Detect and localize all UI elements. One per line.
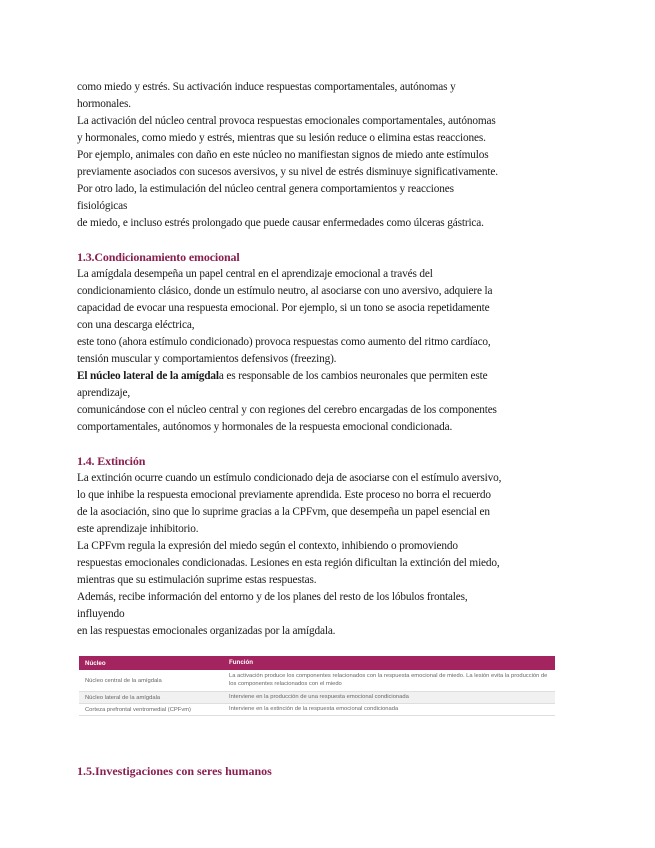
paragraph-line: Por ejemplo, animales con daño en este núcleo no manifiestan signos de miedo ante estímulos	[77, 149, 489, 161]
paragraph-line: lo que inhibe la respuesta emocional previamente aprendida. Este proceso no borra el recuerdo	[77, 489, 491, 501]
paragraph-line: de miedo, e incluso estrés prolongado que puede causar enfermedades como úlceras gástrica.	[77, 217, 484, 229]
paragraph-line: en las respuestas emocionales organizadas por la amígdala.	[77, 625, 336, 637]
paragraph-line: capacidad de evocar una respuesta emocional. Por ejemplo, si un tono se asocia repetidamente	[77, 302, 490, 314]
table-header	[79, 656, 555, 670]
section-title-investigaciones: 1.5.Investigaciones con seres humanos	[77, 763, 272, 778]
paragraph-line: comportamentales, autónomos y hormonales de la respuesta emocional condicionada.	[77, 421, 453, 433]
paragraph-line: comunicándose con el núcleo central y con regiones del cerebro encargadas de los componentes	[77, 404, 497, 416]
bold-term: El núcleo lateral de la amígdal	[77, 370, 219, 382]
cell-nucleo: Corteza prefrontal ventromedial (CPFvm)	[85, 706, 191, 713]
paragraph-line: aprendizaje,	[77, 387, 131, 399]
paragraph-line: previamente asociados con sucesos aversivos, y su nivel de estrés disminuye significativamente.	[77, 166, 498, 178]
nucleus-function-table	[79, 656, 555, 716]
paragraph-line: La amígdala desempeña un papel central en el aprendizaje emocional a través del	[77, 268, 433, 280]
bold-continuation: a es responsable de los cambios neuronales que permiten este	[218, 370, 488, 382]
header-nucleo: Núcleo	[85, 659, 106, 667]
cell-nucleo: Núcleo lateral de la amígdala	[85, 694, 161, 701]
paragraph-line: como miedo y estrés. Su activación induce respuestas comportamentales, autónomas y	[77, 81, 456, 93]
paragraph-line: Por otro lado, la estimulación del núcleo central genera comportamientos y reacciones	[77, 183, 454, 195]
paragraph-line: de la asociación, sino que lo suprime gracias a la CPFvm, que desempeña un papel esencial en	[77, 506, 490, 518]
section-title-extincion: 1.4. Extinción	[77, 454, 146, 468]
section-title-condicionamiento: 1.3.Condicionamiento emocional	[77, 250, 240, 264]
header-funcion: Función	[229, 659, 254, 667]
paragraph-line: fisiológicas	[77, 200, 128, 212]
paragraph-line: con una descarga eléctrica,	[77, 319, 195, 331]
paragraph-line: tensión muscular y comportamientos defensivos (freezing).	[77, 353, 337, 365]
cell-nucleo: Núcleo central de la amígdala	[85, 677, 162, 684]
paragraph-line: La extinción ocurre cuando un estímulo condicionado deja de asociarse con el estímulo aversivo,	[77, 472, 502, 484]
paragraph-line: mientras que su estimulación suprime estas respuestas.	[77, 574, 317, 586]
paragraph-line: condicionamiento clásico, donde un estímulo neutro, al asociarse con uno aversivo, adquiere la	[77, 285, 493, 297]
paragraph-line: y hormonales, como miedo y estrés, mientras que su lesión reduce o elimina estas reacciones.	[77, 132, 486, 144]
paragraph-line: hormonales.	[77, 98, 131, 110]
cell-funcion: La activación produce los componentes relacionados con la respuesta emocional de miedo. La lesión evita la producción de los componentes relacionados con el miedo	[229, 673, 548, 687]
table-row	[79, 692, 555, 704]
table-row	[79, 670, 555, 692]
paragraph-line: este tono (ahora estímulo condicionado) provoca respuestas como aumento del ritmo cardíaco,	[77, 336, 491, 348]
paragraph-line: Además, recibe información del entorno y de los planes del resto de los lóbulos frontales,	[77, 591, 468, 603]
cell-funcion: Interviene en la extinción de la respuesta emocional condicionada	[229, 705, 399, 712]
paragraph-line: respuestas emocionales condicionadas. Lesiones en esta región dificultan la extinción del miedo,	[77, 557, 500, 569]
document-body	[77, 79, 577, 640]
paragraph-line-bold-lead	[77, 368, 577, 385]
paragraph-line: La activación del núcleo central provoca respuestas emocionales comportamentales, autónomas	[77, 115, 496, 127]
paragraph-line: este aprendizaje inhibitorio.	[77, 523, 199, 535]
paragraph-line: La CPFvm regula la expresión del miedo según el contexto, inhibiendo o promoviendo	[77, 540, 458, 552]
cell-funcion: Interviene en la producción de una respuesta emocional condicionada	[229, 693, 409, 700]
paragraph-line: influyendo	[77, 608, 125, 620]
table-row	[79, 704, 555, 716]
